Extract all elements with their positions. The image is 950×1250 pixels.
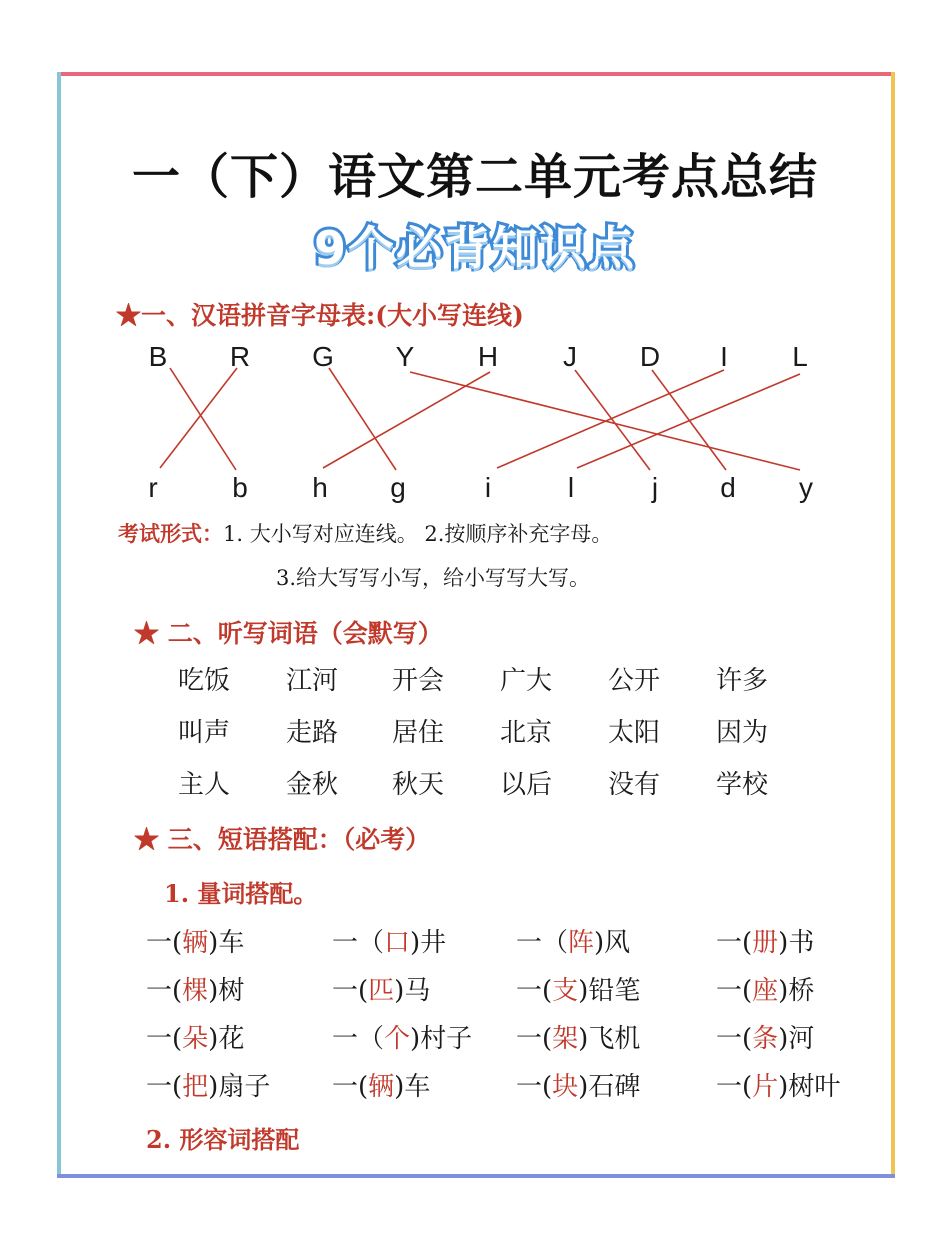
measure-word-phrase bbox=[516, 970, 640, 1007]
match-line-L-l bbox=[577, 374, 800, 468]
phrase-answer: 阵 bbox=[568, 928, 595, 958]
phrase-prefix: 一( bbox=[332, 1072, 369, 1102]
phrase-answer: 条 bbox=[752, 1024, 779, 1054]
phrase-suffix: )飞机 bbox=[578, 1024, 641, 1054]
vocab-word: 金秋 bbox=[286, 770, 339, 800]
phrase-answer: 片 bbox=[752, 1072, 779, 1102]
phrase-answer: 口 bbox=[384, 928, 411, 958]
phrase-prefix: 一( bbox=[516, 976, 553, 1006]
phrase-suffix: )树 bbox=[208, 976, 245, 1006]
phrase-prefix: 一( bbox=[146, 976, 183, 1006]
frame-top-border bbox=[57, 72, 895, 76]
phrase-prefix: 一( bbox=[516, 1024, 553, 1054]
match-line-J-j bbox=[575, 370, 650, 470]
measure-word-phrase bbox=[332, 1066, 430, 1103]
phrase-prefix: 一( bbox=[146, 928, 183, 958]
phrase-suffix: )车 bbox=[208, 928, 245, 958]
vocab-word: 北京 bbox=[500, 718, 553, 748]
lowercase-letter: l bbox=[567, 472, 575, 503]
phrase-prefix: 一（ bbox=[516, 928, 569, 958]
vocab-word: 以后 bbox=[500, 770, 553, 800]
uppercase-letter: L bbox=[792, 341, 808, 372]
phrase-suffix: )桥 bbox=[778, 976, 815, 1006]
uppercase-letter: D bbox=[639, 341, 661, 372]
measure-word-phrase bbox=[516, 1066, 640, 1103]
vocab-word: 太阳 bbox=[608, 718, 661, 748]
phrase-prefix: 一( bbox=[716, 976, 753, 1006]
phrase-answer: 块 bbox=[552, 1072, 579, 1102]
lowercase-letter: y bbox=[799, 472, 813, 503]
phrase-suffix: )河 bbox=[778, 1024, 815, 1054]
lowercase-letter: g bbox=[390, 472, 406, 503]
match-line-R-r bbox=[160, 368, 237, 468]
measure-word-phrase bbox=[716, 922, 814, 959]
lowercase-letter: i bbox=[484, 472, 492, 503]
vocab-word: 没有 bbox=[608, 770, 661, 800]
uppercase-letter: H bbox=[477, 341, 499, 372]
match-line-G-g bbox=[329, 368, 396, 470]
phrase-answer: 支 bbox=[552, 976, 579, 1006]
exam-format-line2: 3.给大写写小写，给小写写大写。 bbox=[276, 566, 591, 590]
phrase-answer: 册 bbox=[752, 928, 779, 958]
phrase-suffix: )村子 bbox=[410, 1024, 473, 1054]
measure-word-phrase bbox=[146, 970, 244, 1007]
phrase-answer: 匹 bbox=[368, 976, 395, 1006]
phrase-answer: 架 bbox=[552, 1024, 579, 1054]
section1-heading: ★一、汉语拼音字母表:(大小写连线) bbox=[116, 301, 524, 330]
measure-word-subheading: 1. 量词搭配。 bbox=[164, 879, 318, 908]
vocab-word: 学校 bbox=[716, 770, 769, 800]
vocab-word: 居住 bbox=[392, 718, 445, 748]
uppercase-letter: G bbox=[312, 341, 334, 372]
phrase-suffix: )井 bbox=[410, 928, 447, 958]
page-subtitle: 9个必背知识点 bbox=[313, 221, 636, 275]
phrase-answer: 座 bbox=[752, 976, 779, 1006]
lowercase-letter: j bbox=[651, 472, 659, 503]
adjective-subheading: 2. 形容词搭配 bbox=[146, 1125, 300, 1154]
phrase-answer: 个 bbox=[384, 1024, 411, 1054]
uppercase-letter: I bbox=[720, 341, 728, 372]
phrase-prefix: 一（ bbox=[332, 1024, 385, 1054]
phrase-suffix: )扇子 bbox=[208, 1072, 271, 1102]
phrase-suffix: )马 bbox=[394, 976, 431, 1006]
measure-word-phrase bbox=[716, 1066, 840, 1103]
vocab-word: 许多 bbox=[716, 666, 769, 696]
exam-format-text1: 1. 大小写对应连线。 2.按顺序补充字母。 bbox=[223, 522, 613, 546]
measure-word-phrase bbox=[516, 1018, 640, 1055]
match-line-I-i bbox=[497, 370, 724, 468]
phrase-prefix: 一( bbox=[332, 976, 369, 1006]
lowercase-letter: h bbox=[312, 472, 328, 503]
phrase-suffix: )石碑 bbox=[578, 1072, 641, 1102]
vocab-word: 公开 bbox=[608, 666, 661, 696]
page-title: 一（下）语文第二单元考点总结 bbox=[131, 149, 818, 205]
phrase-answer: 棵 bbox=[182, 976, 209, 1006]
measure-word-phrase bbox=[332, 1018, 472, 1055]
vocab-word: 主人 bbox=[178, 770, 231, 800]
phrase-answer: 把 bbox=[182, 1072, 209, 1102]
phrase-suffix: )花 bbox=[208, 1024, 245, 1054]
vocab-word: 广大 bbox=[500, 666, 553, 696]
phrase-answer: 辆 bbox=[182, 928, 209, 958]
exam-format-line1 bbox=[118, 518, 612, 548]
match-line-D-d bbox=[652, 370, 726, 470]
phrase-prefix: 一（ bbox=[332, 928, 385, 958]
measure-word-phrase bbox=[516, 922, 630, 959]
measure-word-phrase bbox=[332, 922, 446, 959]
measure-word-phrase bbox=[332, 970, 430, 1007]
match-line-H-h bbox=[323, 372, 490, 468]
vocab-word: 吃饭 bbox=[178, 666, 231, 696]
phrase-prefix: 一( bbox=[716, 1072, 753, 1102]
uppercase-letter: J bbox=[563, 341, 577, 372]
phrase-answer: 辆 bbox=[368, 1072, 395, 1102]
phrase-suffix: )树叶 bbox=[778, 1072, 841, 1102]
phrase-prefix: 一( bbox=[516, 1072, 553, 1102]
lowercase-letter: r bbox=[148, 472, 158, 503]
vocab-word: 叫声 bbox=[178, 718, 231, 748]
match-line-Y-y bbox=[410, 372, 800, 470]
section2-heading: ★ 二、听写词语（会默写） bbox=[134, 619, 443, 648]
match-line-B-b bbox=[170, 368, 236, 470]
phrase-answer: 朵 bbox=[182, 1024, 209, 1054]
lowercase-letter: d bbox=[720, 472, 736, 503]
phrase-prefix: 一( bbox=[716, 1024, 753, 1054]
phrase-suffix: )书 bbox=[778, 928, 815, 958]
vocab-word: 走路 bbox=[286, 718, 339, 748]
measure-word-phrase bbox=[146, 922, 244, 959]
vocab-word: 开会 bbox=[392, 666, 445, 696]
lowercase-letter: b bbox=[232, 472, 248, 503]
frame-bottom-border bbox=[57, 1174, 895, 1178]
phrase-suffix: )铅笔 bbox=[578, 976, 641, 1006]
vocab-word: 秋天 bbox=[392, 770, 445, 800]
phrase-prefix: 一( bbox=[716, 928, 753, 958]
vocab-word: 因为 bbox=[716, 718, 769, 748]
vocab-word: 江河 bbox=[286, 666, 339, 696]
measure-word-phrase bbox=[146, 1018, 244, 1055]
exam-format-label: 考试形式： bbox=[118, 521, 223, 546]
phrase-prefix: 一( bbox=[146, 1024, 183, 1054]
measure-word-phrase bbox=[716, 970, 814, 1007]
phrase-suffix: )车 bbox=[394, 1072, 431, 1102]
section3-heading: ★ 三、短语搭配：（必考） bbox=[134, 825, 431, 854]
phrase-prefix: 一( bbox=[146, 1072, 183, 1102]
measure-word-phrase bbox=[716, 1018, 814, 1055]
uppercase-letter: B bbox=[148, 341, 168, 372]
uppercase-letter: R bbox=[229, 341, 251, 372]
phrase-suffix: )风 bbox=[594, 928, 631, 958]
uppercase-letter: Y bbox=[395, 341, 415, 372]
measure-word-phrase bbox=[146, 1066, 270, 1103]
